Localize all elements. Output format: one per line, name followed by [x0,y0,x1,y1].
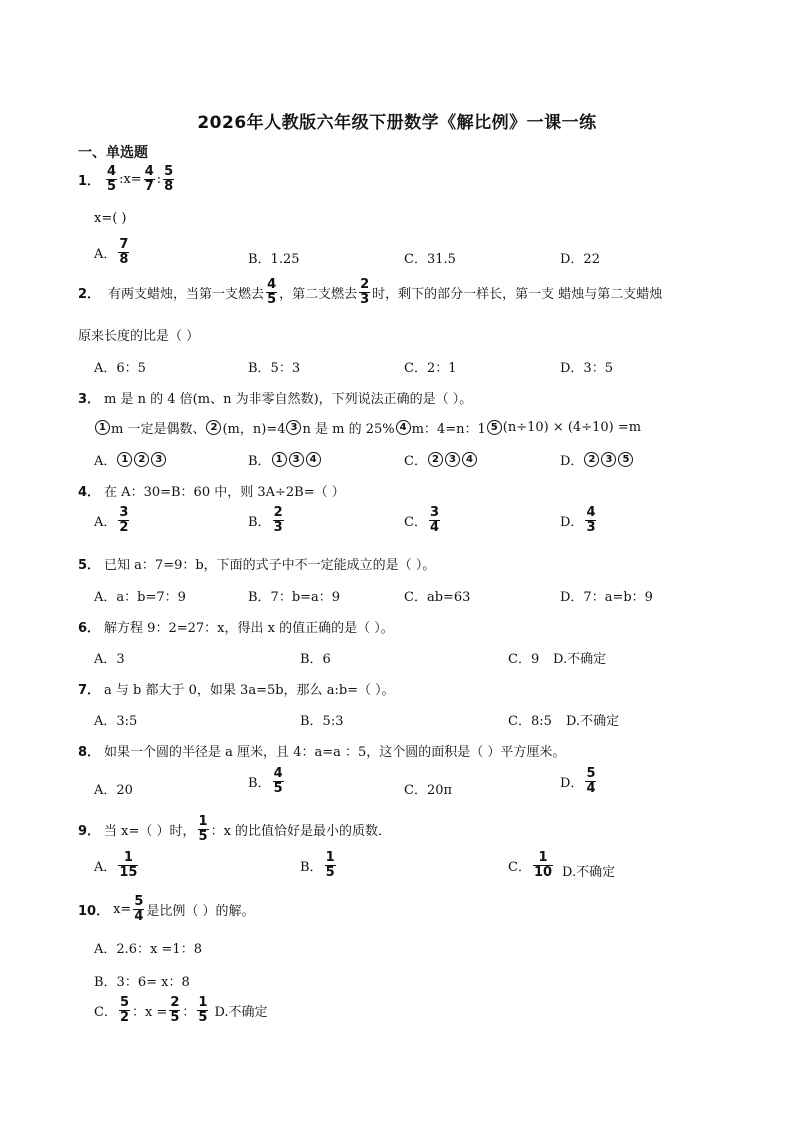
option-a: A．3 [94,652,125,667]
option-d: D． $\frac{4}{3}$ [560,505,596,535]
question-10-stem [78,895,255,923]
question-number: 10． [78,903,110,919]
option-a: A． $\frac{7}{8}$ [94,237,129,267]
fraction: $\frac{4}{5}$ [273,766,283,796]
option-b: B． $\frac{1}{5}$ [300,850,335,880]
question-5-stem [78,554,435,573]
fraction: $\frac{1}{5}$ [325,850,335,880]
question-4-stem [78,481,345,500]
question-1-line2: x=( ) [94,211,127,226]
option-d: D.不确定 [214,1004,268,1020]
option-a: A．6：5 [94,361,146,376]
question-text: 已知 a：7=9：b，下面的式子中不一定能成立的是（ ）。 [104,558,436,573]
fraction: $\frac{5}{4}$ [134,894,144,924]
question-6-stem [78,617,394,636]
option-c: C．8:5 [508,714,552,729]
option-b: B． $\frac{4}{5}$ [248,766,283,796]
circled-number: 2 [206,420,221,435]
fraction: $\frac{2}{3}$ [273,505,283,535]
question-text: x= [113,901,132,917]
circled-number: 1 [95,420,110,435]
question-2-stem [78,278,662,306]
option-c: C． 2 3 4 [404,450,478,469]
fraction: $\frac{4}{3}$ [586,505,596,535]
question-text: 解方程 9：2=27：x，得出 x 的值正确的是（ ）。 [104,621,394,636]
question-number: 6． [78,621,101,636]
option-d: D.不确定 [553,652,607,667]
question-7-stem [78,679,395,698]
question-number: 4． [78,485,101,500]
fraction: $\frac{4}{5}$ [107,164,117,194]
option-c: C．20π [404,783,453,798]
option-a: A．3:5 [94,714,138,729]
question-number: 5． [78,558,101,573]
option-c: C．ab=63 [404,590,471,605]
section-heading: 一、单选题 [78,145,148,161]
fraction: $\frac{3}{2}$ [119,505,129,535]
option-c: C． $\frac{3}{4}$ [404,505,439,535]
option-b: B．7：b=a：9 [248,590,341,605]
option-a: A． $\frac{1}{15}$ [94,850,138,880]
option-c: C．31.5 [404,252,456,267]
question-9-stem [78,815,391,843]
fraction: $\frac{4}{7}$ [144,164,154,194]
option-c: C． $\frac{1}{10}$ [508,850,553,880]
question-number: 2． [78,286,101,302]
question-3-stem [78,388,472,407]
option-c: C．2：1 [404,361,457,376]
question-number: 8． [78,745,101,760]
question-text: m 是 n 的 4 倍(m、n 为非零自然数)，下列说法正确的是（ ）。 [104,392,473,407]
option-b: B．3：6= x：8 [94,975,190,990]
page-title: 2026年人教版六年级下册数学《解比例》一课一练 [197,113,597,133]
question-text: 时，剩下的部分一样长，第一支 蜡烛与第二支蜡烛 [372,286,663,302]
fraction: $\frac{2}{3}$ [360,277,370,307]
question-number: 7． [78,683,101,698]
option-b: B．6 [300,652,331,667]
fraction: $\frac{1}{10}$ [533,850,553,880]
fraction: $\frac{1}{15}$ [119,850,138,880]
option-a: A．a：b=7：9 [94,590,186,605]
question-text: 如果一个圆的半径是 a 厘米，且 4：a=a ：5，这个圆的面积是（ ）平方厘米。 [104,745,566,760]
option-d: D．22 [560,252,600,267]
option-d: D．7：a=b：9 [560,590,653,605]
option-c: C． $\frac{5}{2}$ ：x = $\frac{2}{5}$ ： $\frac{1}{5}$ D.不确定 [94,995,268,1025]
option-d: D.不确定 [562,865,616,880]
question-text: :x= [119,171,142,187]
circled-number: 4 [396,420,411,435]
fraction: $\frac{1}{5}$ [198,814,208,844]
question-number: 9． [78,823,101,839]
fraction: $\frac{4}{5}$ [267,277,277,307]
option-b: B．1.25 [248,252,300,267]
fraction: $\frac{5}{8}$ [164,164,174,194]
question-8-stem [78,741,565,760]
question-number: 1． [78,173,101,189]
fraction: $\frac{7}{8}$ [119,237,129,267]
option-b: B．5：3 [248,361,301,376]
option-d: D． 2 3 5 [560,450,634,469]
question-text: ：x 的比值恰好是最小的质数． [210,823,392,839]
option-b: B． $\frac{2}{3}$ [248,505,283,535]
option-d: D．3：5 [560,361,613,376]
question-text: 在 A：30=B：60 中，则 3A÷2B=（ ） [104,485,345,500]
option-a: A．20 [94,783,133,798]
fraction: $\frac{5}{2}$ [119,995,129,1025]
question-3-statements: 1 m 一定是偶数、 2 (m，n)=4 3 n 是 m 的 25% 4 m：4=n：1 5 (n÷10) × (4÷10) =m [94,418,641,437]
option-d: D． $\frac{5}{4}$ [560,766,596,796]
circled-number: 5 [487,420,502,435]
option-a: A．2.6：x =1：8 [94,942,202,957]
question-text: 有两支蜡烛，当第一支燃去 [108,286,265,302]
fraction: $\frac{5}{4}$ [586,766,596,796]
question-text: : [156,171,162,187]
question-text: a 与 b 都大于 0，如果 3a=5b，那么 a:b=（ ）。 [104,683,395,698]
option-a: A． 1 2 3 [94,450,167,469]
fraction: $\frac{2}{5}$ [170,995,180,1025]
question-text: 当 x=（ ）时， [104,823,196,839]
question-text: ，第二支燃去 [279,286,358,302]
option-c: C．9 [508,652,540,667]
question-2-line2: 原来长度的比是（ ） [78,329,200,344]
circled-number: 3 [286,420,301,435]
fraction: $\frac{3}{4}$ [429,505,439,535]
question-text: 是比例（ ）的解。 [146,903,255,919]
option-d: D.不确定 [566,714,620,729]
fraction: $\frac{1}{5}$ [198,995,208,1025]
option-a: A． $\frac{3}{2}$ [94,505,129,535]
question-number: 3． [78,392,101,407]
question-1-stem [78,165,176,193]
option-b: B．5:3 [300,714,344,729]
option-b: B． 1 3 4 [248,450,322,469]
